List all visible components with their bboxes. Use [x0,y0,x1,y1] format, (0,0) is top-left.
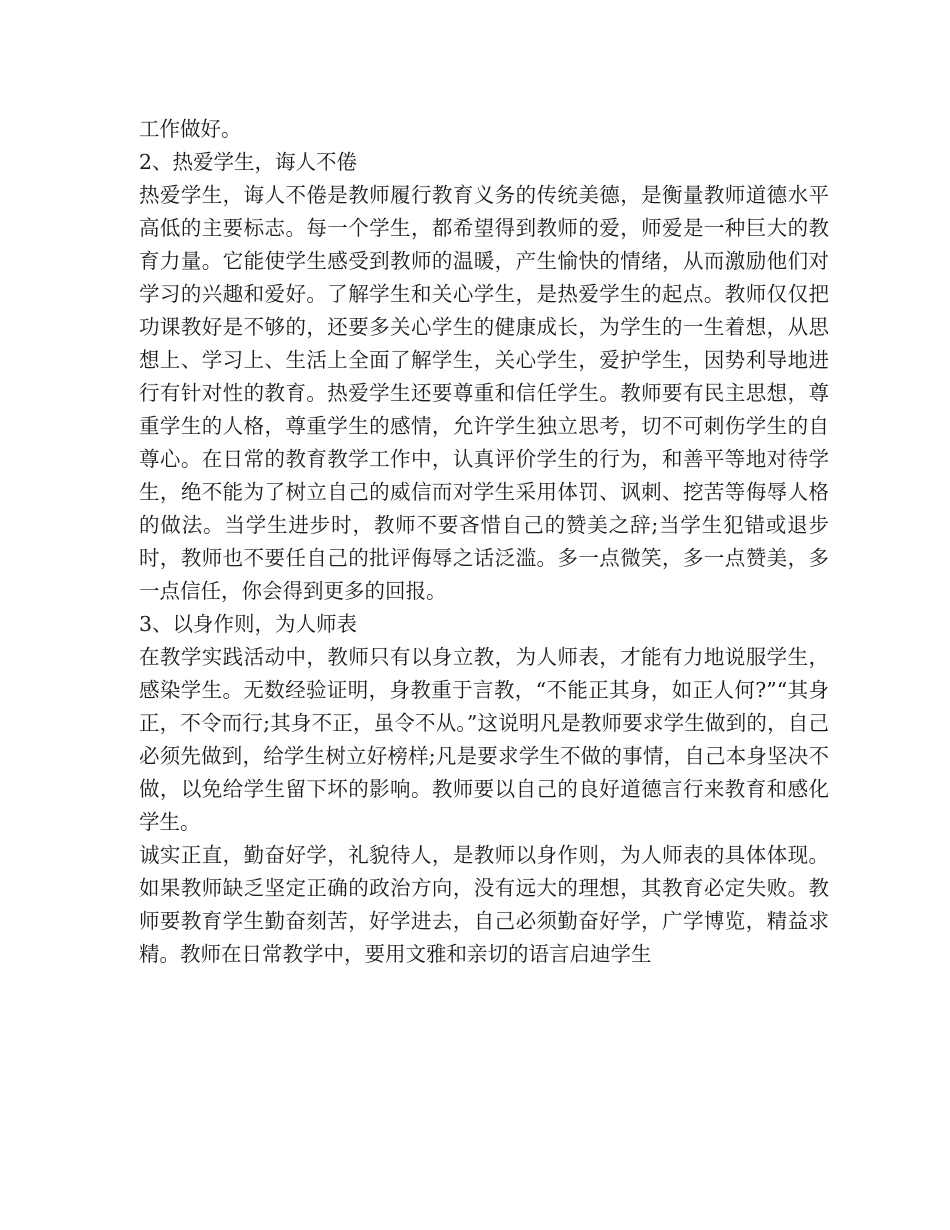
paragraph-honesty: 诚实正直，勤奋好学，礼貌待人，是教师以身作则，为人师表的具体体现。如果教师缺乏坚定正确的政治方向，没有远大的理想，其教育必定失败。教师要教育学生勤奋刻苦，好学进去，自己必须勤奋好学，广学博览，精益求精。教师在日常教学中，要用文雅和亲切的语言启迪学生 [139,843,829,966]
section-heading-3: 3、以身作则，为人师表 [139,612,358,636]
document-body [139,113,829,971]
paragraph-continuation: 工作做好。 [139,117,242,141]
paragraph-love-students: 热爱学生，诲人不倦是教师履行教育义务的传统美德，是衡量教师道德水平高低的主要标志。每一个学生，都希望得到教师的爱，师爱是一种巨大的教育力量。它能使学生感受到教师的温暖，产生愉快的情绪，从而激励他们对学习的兴趣和爱好。了解学生和关心学生，是热爱学生的起点。教师仅仅把功课教好是不够的，还要多关心学生的健康成长，为学生的一生着想，从思想上、学习上、生活上全面了解学生，关心学生，爱护学生，因势利导地进行有针对性的教育。热爱学生还要尊重和信任学生。教师要有民主思想，尊重学生的人格，尊重学生的感情，允许学生独立思考，切不可刺伤学生的自尊心。在日常的教育教学工作中，认真评价学生的行为，和善平等地对待学生，绝不能为了树立自己的威信而对学生采用体罚、讽刺、挖苦等侮辱人格的做法。当学生进步时，教师不要吝惜自己的赞美之辞;当学生犯错或退步时，教师也不要任自己的批评侮辱之话泛滥。多一点微笑，多一点赞美，多一点信任，你会得到更多的回报。 [139,183,829,603]
paragraph-lead-by-example: 在教学实践活动中，教师只有以身立教，为人师表，才能有力地说服学生，感染学生。无数经验证明，身教重于言教，“不能正其身，如正人何?”“其身正，不令而行;其身不正，虽令不从。”这说明凡是教师要求学生做到的，自己必须先做到，给学生树立好榜样;凡是要求学生不做的事情，自己本身坚决不做，以免给学生留下坏的影响。教师要以自己的良好道德言行来教育和感化学生。 [139,645,829,834]
section-heading-2: 2、热爱学生，诲人不倦 [139,150,358,174]
